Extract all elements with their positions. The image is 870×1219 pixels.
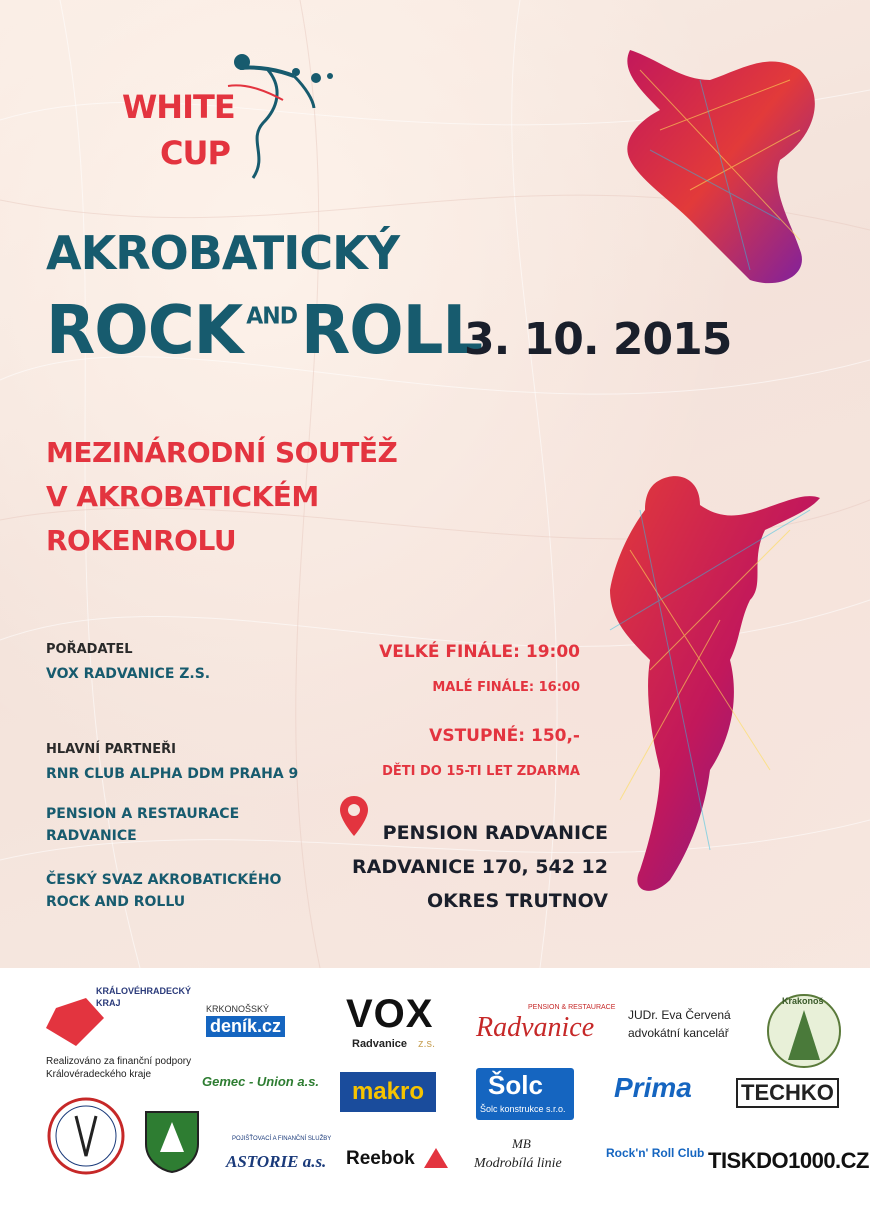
logo-cup-text: CUP [160, 134, 230, 172]
partners-label: HLAVNÍ PARTNEŘI [46, 742, 176, 757]
sponsors-strip [0, 968, 870, 1219]
partner-item: RADVANICE [46, 828, 137, 844]
subtitle-line-3: ROKENROLU [46, 524, 237, 557]
flying-dancer-silhouette [600, 40, 860, 310]
title-akrobaticky: AKROBATICKÝ [46, 226, 400, 280]
prima-logo: Prima [614, 1072, 692, 1103]
modrobila-logo: Modrobílá linie [474, 1156, 562, 1171]
rock-n-roll-club-logo: Rock'n' Roll Club [606, 1146, 705, 1160]
radvanice-top: PENSION & RESTAURACE [528, 1004, 616, 1011]
standing-dancer-silhouette [590, 470, 830, 920]
title-rock-and-roll [46, 292, 482, 370]
small-final-time: MALÉ FINÁLE: 16:00 [432, 680, 580, 695]
astorie-top: POJIŠŤOVACÍ A FINANČNÍ SLUŽBY [232, 1136, 332, 1142]
organizer-label: POŘADATEL [46, 642, 133, 657]
kraj-note-2: Královéradeckého kraje [46, 1069, 152, 1080]
partner-item: ČESKÝ SVAZ AKROBATICKÉHO [46, 872, 282, 888]
title-rock: ROCK [46, 292, 243, 370]
krakonos-name: Krakonoš [782, 996, 824, 1006]
astorie-logo: ASTORIE a.s. [226, 1152, 327, 1171]
partner-item: ROCK AND ROLLU [46, 894, 186, 910]
big-final-time: VELKÉ FINÁLE: 19:00 [379, 642, 580, 662]
makro-logo: makro [340, 1072, 436, 1112]
radvanice-coat-of-arms-icon [144, 1110, 200, 1174]
venue-line-2: RADVANICE 170, 542 12 [352, 856, 608, 878]
tisk-do-1000-logo: TISKDO1000.CZ [708, 1148, 869, 1173]
white-cup-logo [118, 48, 338, 188]
partner-item: PENSION A RESTAURACE [46, 806, 240, 822]
partner-item: RNR CLUB ALPHA DDM PRAHA 9 [46, 766, 299, 782]
organizer-name: VOX RADVANICE Z.S. [46, 666, 211, 682]
solc-sub: Šolc konstrukce s.r.o. [480, 1104, 566, 1114]
location-pin-icon [340, 796, 368, 836]
reebok-delta-icon [424, 1148, 448, 1168]
subtitle-line-2: V AKROBATICKÉM [46, 480, 319, 513]
radvanice-logo: Radvanice [476, 1012, 595, 1043]
techko-logo: TECHKO [736, 1078, 839, 1108]
event-date: 3. 10. 2015 [464, 314, 732, 365]
vox-logo: VOX [346, 992, 434, 1036]
judr-line-2: advokátní kancelář [628, 1026, 729, 1040]
title-and: AND [246, 303, 297, 330]
kids-free: DĚTI DO 15-TI LET ZDARMA [382, 764, 580, 779]
judr-line-1: JUDr. Eva Červená [628, 1008, 731, 1022]
gemec-logo: Gemec - Union a.s. [202, 1074, 320, 1089]
entry-price: VSTUPNÉ: 150,- [429, 726, 580, 746]
subtitle-line-1: MEZINÁRODNÍ SOUTĚŽ [46, 436, 398, 469]
solc-logo: Šolc [488, 1070, 543, 1100]
denik-top: KRKONOŠSKÝ [206, 1004, 270, 1014]
kraj-bottom: KRAJ [96, 998, 121, 1008]
vox-sub: Radvanice [352, 1038, 408, 1050]
kraj-top: KRÁLOVÉHRADECKÝ [96, 986, 192, 996]
vox-suffix: z.s. [418, 1038, 436, 1050]
title-roll: ROLL [300, 292, 483, 370]
reebok-logo: Reebok [346, 1148, 415, 1169]
venue-line-1: PENSION RADVANICE [382, 822, 608, 844]
logo-white-text: WHITE [122, 88, 235, 126]
denik-logo: deník.cz [206, 1016, 285, 1037]
modrobila-mark: MB [512, 1136, 531, 1151]
czech-rock-and-roll-union-logo-icon [46, 1096, 126, 1176]
venue-line-3: OKRES TRUTNOV [426, 890, 608, 912]
kraj-note-1: Realizováno za finanční podpory [46, 1056, 192, 1067]
